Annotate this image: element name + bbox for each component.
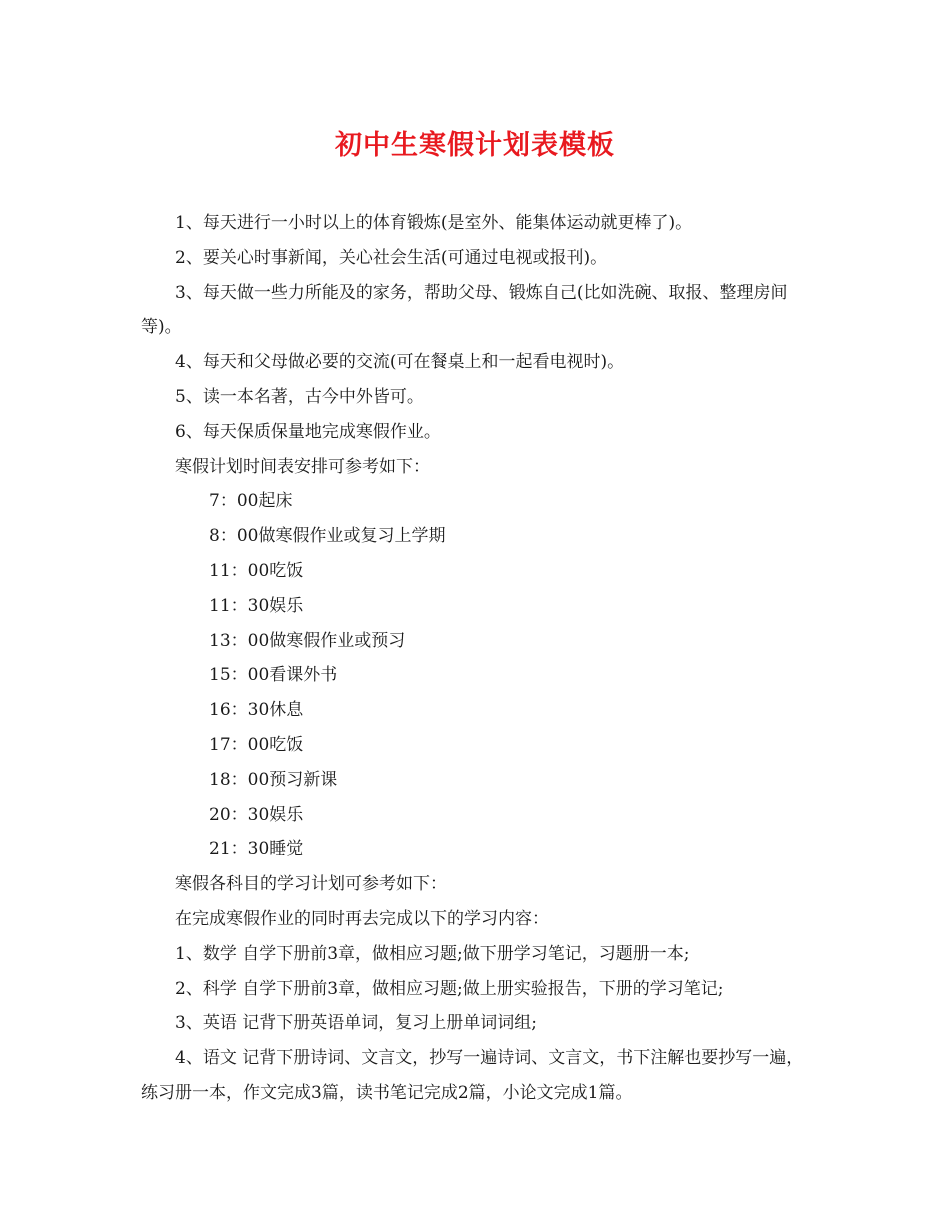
- schedule-time: 11：30: [209, 595, 270, 616]
- schedule-time: 18：00: [209, 769, 270, 790]
- schedule-activity: 看课外书: [269, 665, 338, 686]
- schedule-time: 13：00: [209, 630, 270, 651]
- schedule-row: [141, 832, 813, 867]
- subject-item-chinese: 4、语文 记背下册诗词、文言文，抄写一遍诗词、文言文，书下注解也要抄写一遍，练习册一本，作文完成3篇，读书笔记完成2篇，小论文完成1篇。: [141, 1048, 804, 1103]
- intro-item-1: 1、每天进行一小时以上的体育锻炼(是室外、能集体运动就更棒了)。: [175, 213, 693, 233]
- schedule-time: 21：30: [209, 839, 270, 860]
- schedule-row: [141, 554, 813, 589]
- schedule-row: [141, 658, 813, 693]
- subject-item-math: 1、数学 自学下册前3章，做相应习题;做下册学习笔记，习题册一本;: [175, 943, 690, 964]
- intro-item-6: 6、每天保质保量地完成寒假作业。: [175, 421, 441, 442]
- schedule-time: 20：30: [209, 804, 270, 825]
- schedule-time: 8：00: [209, 526, 259, 547]
- schedule-activity: 吃饭: [269, 560, 304, 581]
- schedule-row: [141, 728, 813, 763]
- schedule-activity: 睡觉: [269, 839, 304, 860]
- subject-item-science: 2、科学 自学下册前3章，做相应习题;做上册实验报告，下册的学习笔记;: [175, 978, 724, 999]
- schedule-activity: 休息: [269, 700, 304, 721]
- schedule-time: 17：00: [209, 734, 270, 755]
- document-body: [141, 206, 813, 1111]
- schedule-row: [141, 484, 813, 519]
- schedule-activity: 起床: [258, 491, 293, 512]
- schedule-activity: 娱乐: [269, 804, 304, 825]
- schedule-time: 7：00: [209, 491, 259, 512]
- intro-item-4: 4、每天和父母做必要的交流(可在餐桌上和一起看电视时)。: [175, 352, 625, 373]
- schedule-row: [141, 798, 813, 833]
- subjects-heading: 寒假各科目的学习计划可参考如下：: [175, 874, 447, 895]
- schedule-activity: 做寒假作业或预习: [269, 630, 406, 651]
- schedule-activity: 娱乐: [269, 595, 304, 616]
- intro-item-5: 5、读一本名著，古今中外皆可。: [175, 386, 424, 407]
- schedule-row: [141, 693, 813, 728]
- schedule-activity: 做寒假作业或复习上学期: [258, 526, 446, 547]
- intro-item-2: 2、要关心时事新闻，关心社会生活(可通过电视或报刊)。: [175, 247, 608, 268]
- schedule-row: [141, 624, 813, 659]
- schedule-row: [141, 763, 813, 798]
- schedule-activity: 预习新课: [269, 769, 338, 790]
- schedule-time: 11：00: [209, 560, 270, 581]
- schedule-time: 16：30: [209, 700, 270, 721]
- subjects-intro: 在完成寒假作业的同时再去完成以下的学习内容：: [175, 908, 549, 929]
- schedule-time: 15：00: [209, 665, 270, 686]
- subject-item-english: 3、英语 记背下册英语单词，复习上册单词词组;: [175, 1013, 537, 1034]
- schedule-row: [141, 589, 813, 624]
- intro-item-3: 3、每天做一些力所能及的家务，帮助父母、锻炼自己(比如洗碗、取报、整理房间等)。: [141, 282, 788, 338]
- schedule-heading: 寒假计划时间表安排可参考如下：: [175, 456, 430, 477]
- document-title: 初中生寒假计划表模板: [335, 130, 615, 161]
- schedule-activity: 吃饭: [269, 734, 304, 755]
- schedule-row: [141, 519, 813, 554]
